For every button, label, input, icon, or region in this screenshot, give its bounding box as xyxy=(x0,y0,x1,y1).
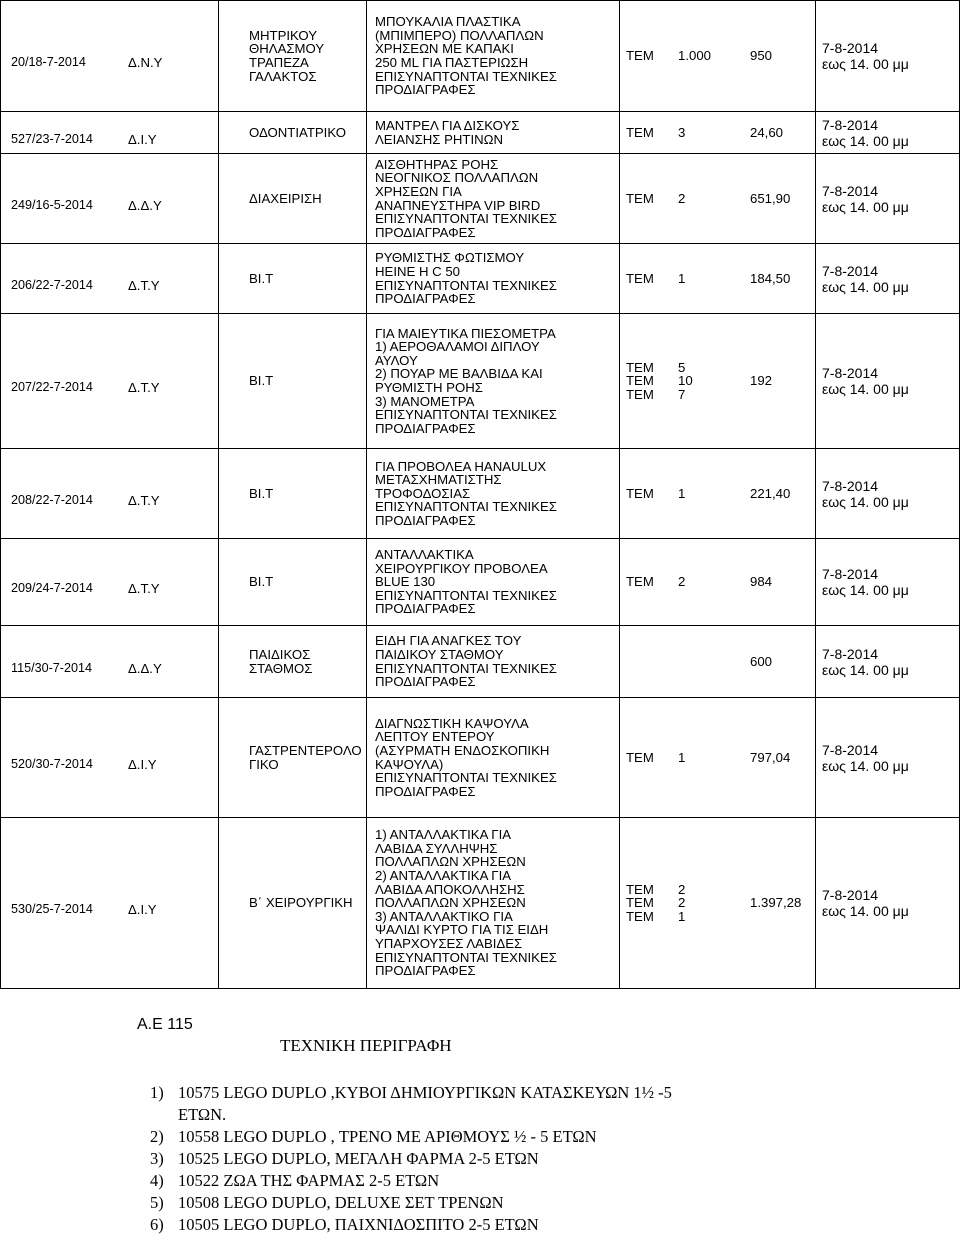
description-line: ΡΥΘΜΙΣΤΗΣ ΦΩΤΙΣΜΟΥ xyxy=(375,250,525,266)
description-line: ΜΠΟΥΚΑΛΙΑ ΠΛΑΣΤΙΚΑ xyxy=(375,14,521,30)
description-line: ΕΠΙΣΥΝΑΠΤΟΝΤΑΙ ΤΕΧΝΙΚΕΣ xyxy=(375,949,557,965)
department-code: Δ.Ι.Υ xyxy=(128,131,157,147)
clinic-cell xyxy=(219,1,367,112)
list-number: 6) xyxy=(150,1215,164,1234)
list-text: 10505 LEGO DUPLO, ΠΑΙΧΝΙΔΟΣΠΙΤΟ 2-5 ΕΤΩΝ xyxy=(178,1215,539,1234)
price-value: 651,90 xyxy=(750,190,791,206)
description-line: 250 ML ΓΙΑ ΠΑΣΤΕΡΙΩΣΗ xyxy=(375,55,529,70)
quantity-value: 10 xyxy=(678,373,693,389)
quantity-value: 1 xyxy=(678,485,686,501)
quantity-line xyxy=(626,575,750,589)
description-line: ΕΠΙΣΥΝΑΠΤΟΝΤΑΙ ΤΕΧΝΙΚΕΣ xyxy=(375,770,557,786)
clinic-line: ΓΙΚΟ xyxy=(249,756,279,772)
clinic-line: ΜΗΤΡΙΚΟΥ xyxy=(249,27,318,43)
protocol-cell xyxy=(1,698,219,818)
unit-label: ΤΕΜ xyxy=(626,574,654,590)
ae-label: Α.Ε 115 xyxy=(137,1016,193,1033)
deadline-line: 7-8-2014 xyxy=(822,40,879,56)
department-code: Δ.Ι.Υ xyxy=(128,902,157,917)
description-line: ΕΙΔΗ ΓΙΑ ΑΝΑΓΚΕΣ ΤΟΥ xyxy=(375,633,522,649)
deadline-cell xyxy=(816,1,960,112)
description-line: ΔΙΑΓΝΩΣΤΙΚΗ ΚΑΨΟΥΛΑ xyxy=(375,715,529,731)
clinic-line: ΣΤΑΘΜΟΣ xyxy=(249,660,313,676)
protocol-number: 207/22-7-2014 xyxy=(11,380,93,394)
deadline-cell xyxy=(816,698,960,818)
table-row xyxy=(1,314,960,449)
deadline-cell xyxy=(816,626,960,698)
price-value: 1.397,28 xyxy=(750,895,802,911)
protocol-cell xyxy=(1,539,219,626)
description-line: 2) ΑΝΤΑΛΛΑΚΤΙΚΑ ΓΙΑ xyxy=(375,868,512,884)
description-line: ΠΡΟΔΙΑΓΡΑΦΕΣ xyxy=(375,601,476,617)
description-line: 1) ΑΝΤΑΛΛΑΚΤΙΚΑ ΓΙΑ xyxy=(375,827,512,843)
description-line: ΕΠΙΣΥΝΑΠΤΟΝΤΑΙ ΤΕΧΝΙΚΕΣ xyxy=(375,68,557,84)
quantity-price-cell xyxy=(620,626,816,698)
clinic-line: ΟΔΟΝΤΙΑΤΡΙΚΟ xyxy=(249,124,346,140)
description-line: BLUE 130 xyxy=(375,574,436,590)
description-line: ΠΡΟΔΙΑΓΡΑΦΕΣ xyxy=(375,674,476,690)
unit-label: ΤΕΜ xyxy=(626,749,654,765)
description-line: ΝΕΟΓΝΙΚΟΣ ΠΟΛΛΑΠΛΩΝ xyxy=(375,170,539,186)
description-line: ΑΝΤΑΛΛΑΚΤΙΚΑ xyxy=(375,547,474,563)
quantity-price-cell xyxy=(620,1,816,112)
quantity-price-cell xyxy=(620,449,816,539)
price-value: 221,40 xyxy=(750,485,791,501)
description-line: ΥΠΑΡΧΟΥΣΕΣ ΛΑΒΙΔΕΣ xyxy=(375,935,523,951)
clinic-cell xyxy=(219,449,367,539)
description-line: ΠΟΛΛΑΠΛΩΝ ΧΡΗΣΕΩΝ xyxy=(375,895,526,911)
deadline-line: εως 14. 00 μμ xyxy=(822,757,909,774)
unit-label: ΤΕΜ xyxy=(626,881,654,897)
list-item xyxy=(150,1170,672,1192)
description-cell xyxy=(367,314,620,449)
quantity-value: 3 xyxy=(678,124,686,140)
list-number: 5) xyxy=(150,1193,164,1212)
quantity-value: 7 xyxy=(678,386,686,402)
clinic-cell xyxy=(219,244,367,314)
protocol-number: 20/18-7-2014 xyxy=(11,55,86,69)
description-line: (ΜΠΙΜΠΕΡΟ) ΠΟΛΛΑΠΛΩΝ xyxy=(375,27,544,43)
quantity-line xyxy=(626,487,750,501)
protocol-number: 209/24-7-2014 xyxy=(11,581,93,595)
clinic-line: Β΄ ΧΕΙΡΟΥΡΓΙΚΗ xyxy=(249,895,353,911)
deadline-line: εως 14. 00 μμ xyxy=(822,132,909,149)
list-text: 10575 LEGO DUPLO ,ΚΥΒΟΙ ΔΗΜΙΟΥΡΓΙΚΩΝ ΚΑΤΑΣΚΕΥΩΝ 1½ -5 xyxy=(178,1083,672,1102)
department-code: Δ.Τ.Υ xyxy=(128,380,160,395)
description-cell xyxy=(367,244,620,314)
deadline-line: εως 14. 00 μμ xyxy=(822,582,909,598)
unit-label: ΤΕΜ xyxy=(626,48,654,64)
quantity-price-cell xyxy=(620,154,816,244)
description-line: ΧΡΗΣΕΩΝ ΓΙΑ xyxy=(375,183,462,199)
description-line: ΛΑΒΙΔΑ ΣΥΛΛΗΨΗΣ xyxy=(375,840,498,856)
table-row xyxy=(1,626,960,698)
description-cell xyxy=(367,818,620,989)
description-line: ΤΡΟΦΟΔΟΣΙΑΣ xyxy=(375,485,471,501)
deadline-line: 7-8-2014 xyxy=(822,477,879,494)
deadline-line: εως 14. 00 μμ xyxy=(822,381,909,397)
quantity-line xyxy=(626,374,750,388)
quantity-price-cell xyxy=(620,112,816,154)
description-line: ΕΠΙΣΥΝΑΠΤΟΝΤΑΙ ΤΕΧΝΙΚΕΣ xyxy=(375,407,557,423)
description-line: ΑΝΑΠΝΕΥΣΤΗΡΑ VIP BIRD xyxy=(375,197,541,213)
quantity-line xyxy=(626,272,750,286)
protocol-number: 520/30-7-2014 xyxy=(11,756,93,771)
protocol-cell xyxy=(1,626,219,698)
quantity-line xyxy=(626,126,750,140)
description-line: ΕΠΙΣΥΝΑΠΤΟΝΤΑΙ ΤΕΧΝΙΚΕΣ xyxy=(375,211,557,227)
quantity-price-cell xyxy=(620,539,816,626)
unit-label: ΤΕΜ xyxy=(626,124,654,140)
clinic-line: ΓΑΣΤΡΕΝΤΕΡΟΛΟ xyxy=(249,742,362,758)
department-code: Δ.Δ.Υ xyxy=(128,660,162,676)
description-cell xyxy=(367,698,620,818)
description-line: ΓΙΑ ΜΑΙΕΥΤΙΚΑ ΠΙΕΣΟΜΕΤΡΑ xyxy=(375,325,556,341)
description-line: ΠΡΟΔΙΑΓΡΑΦΕΣ xyxy=(375,420,476,436)
protocol-cell xyxy=(1,314,219,449)
clinic-cell xyxy=(219,626,367,698)
quantity-value: 1 xyxy=(678,908,686,924)
protocol-number: 249/16-5-2014 xyxy=(11,197,93,212)
unit-label: ΤΕΜ xyxy=(626,359,654,375)
description-line: ΠΡΟΔΙΑΓΡΑΦΕΣ xyxy=(375,224,476,240)
price-value: 797,04 xyxy=(750,749,791,765)
deadline-line: εως 14. 00 μμ xyxy=(822,493,909,510)
table-row xyxy=(1,539,960,626)
clinic-cell xyxy=(219,818,367,989)
price-value: 192 xyxy=(750,373,773,389)
price-value: 984 xyxy=(750,574,773,590)
deadline-line: 7-8-2014 xyxy=(822,741,879,758)
quantity-line xyxy=(626,361,750,375)
description-line: ΕΠΙΣΥΝΑΠΤΟΝΤΑΙ ΤΕΧΝΙΚΕΣ xyxy=(375,499,557,515)
quantity-line xyxy=(626,388,750,402)
description-line: ΠΟΛΛΑΠΛΩΝ ΧΡΗΣΕΩΝ xyxy=(375,854,526,870)
price-value: 24,60 xyxy=(750,124,784,140)
description-line: (ΑΣΥΡΜΑΤΗ ΕΝΔΟΣΚΟΠΙΚΗ xyxy=(375,742,550,758)
table-row xyxy=(1,818,960,989)
description-line: ΕΠΙΣΥΝΑΠΤΟΝΤΑΙ ΤΕΧΝΙΚΕΣ xyxy=(375,587,557,603)
clinic-cell xyxy=(219,698,367,818)
clinic-cell xyxy=(219,314,367,449)
clinic-cell xyxy=(219,154,367,244)
unit-label: ΤΕΜ xyxy=(626,895,654,911)
department-code: Δ.Τ.Υ xyxy=(128,581,160,596)
list-item xyxy=(150,1192,672,1214)
quantity-price-cell xyxy=(620,314,816,449)
clinic-line: ΤΡΑΠΕΖΑ xyxy=(249,55,309,70)
list-number: 1) xyxy=(150,1083,164,1102)
deadline-line: εως 14. 00 μμ xyxy=(822,278,909,295)
list-text: 10508 LEGO DUPLO, DELUXE ΣΕΤ ΤΡΕΝΩΝ xyxy=(178,1193,504,1212)
deadline-line: 7-8-2014 xyxy=(822,262,879,279)
deadline-line: 7-8-2014 xyxy=(822,887,879,903)
department-code: Δ.Ν.Υ xyxy=(128,55,163,70)
description-cell xyxy=(367,1,620,112)
description-line: ΛΑΒΙΔΑ ΑΠΟΚΟΛΛΗΣΗΣ xyxy=(375,881,525,897)
description-line: ΑΥΛΟΥ xyxy=(375,352,418,368)
clinic-cell xyxy=(219,539,367,626)
quantity-value: 1.000 xyxy=(678,48,712,64)
deadline-cell xyxy=(816,112,960,154)
quantity-line xyxy=(626,751,750,765)
table-row xyxy=(1,154,960,244)
description-line: ΓΙΑ ΠΡΟΒΟΛΕΑ HANAULUX xyxy=(375,458,547,474)
unit-label: ΤΕΜ xyxy=(626,190,654,206)
description-cell xyxy=(367,539,620,626)
department-code: Δ.Ι.Υ xyxy=(128,756,157,772)
list-text: ΕΤΩΝ. xyxy=(178,1105,227,1124)
unit-label: ΤΕΜ xyxy=(626,485,654,501)
clinic-line: ΠΑΙΔΙΚΟΣ xyxy=(249,646,311,662)
description-line: ΠΡΟΔΙΑΓΡΑΦΕΣ xyxy=(375,82,476,98)
deadline-line: εως 14. 00 μμ xyxy=(822,661,909,678)
description-line: 3) ΑΝΤΑΛΛΑΚΤΙΚΟ ΓΙΑ xyxy=(375,908,513,924)
table-row xyxy=(1,1,960,112)
table-row xyxy=(1,112,960,154)
unit-label: ΤΕΜ xyxy=(626,908,654,924)
description-line: ΜΕΤΑΣΧΗΜΑΤΙΣΤΗΣ xyxy=(375,472,502,488)
clinic-line: ΒΙ.Τ xyxy=(249,270,274,286)
description-line: 3) ΜΑΝΟΜΕΤΡΑ xyxy=(375,393,475,409)
clinic-line: ΒΙ.Τ xyxy=(249,485,274,501)
description-line: 1) ΑΕΡΟΘΑΛΑΜΟΙ ΔΙΠΛΟΥ xyxy=(375,339,540,355)
table-row xyxy=(1,449,960,539)
list-text: 10558 LEGO DUPLO , ΤΡΕΝΟ ΜΕ ΑΡΙΘΜΟΥΣ ½ - 5 ΕΤΩΝ xyxy=(178,1127,597,1146)
deadline-cell xyxy=(816,818,960,989)
protocol-number: 206/22-7-2014 xyxy=(11,277,93,292)
deadline-line: εως 14. 00 μμ xyxy=(822,903,909,919)
deadline-cell xyxy=(816,449,960,539)
table-row xyxy=(1,698,960,818)
quantity-value: 1 xyxy=(678,749,686,765)
clinic-line: ΔΙΑΧΕΙΡΙΣΗ xyxy=(249,190,322,206)
price-value: 600 xyxy=(750,653,773,669)
protocol-number: 527/23-7-2014 xyxy=(11,131,93,146)
description-line: ΨΑΛΙΔΙ ΚΥΡΤΟ ΓΙΑ ΤΙΣ ΕΙΔΗ xyxy=(375,922,549,938)
description-line: ΚΑΨΟΥΛΑ) xyxy=(375,756,444,772)
clinic-line: ΘΗΛΑΣΜΟΥ xyxy=(249,41,325,57)
description-line: 2) ΠΟΥΑΡ ΜΕ ΒΑΛΒΙΔΑ ΚΑΙ xyxy=(375,366,543,382)
quantity-value: 2 xyxy=(678,190,686,206)
description-line: ΧΡΗΣΕΩΝ ΜΕ ΚΑΠΑΚΙ xyxy=(375,41,514,57)
quantity-price-cell xyxy=(620,698,816,818)
clinic-line: ΒΙ.Τ xyxy=(249,373,274,389)
deadline-cell xyxy=(816,244,960,314)
price-value: 184,50 xyxy=(750,270,791,286)
description-line: ΡΥΘΜΙΣΤΗ ΡΟΗΣ xyxy=(375,380,483,395)
protocol-cell xyxy=(1,244,219,314)
price-value: 950 xyxy=(750,48,773,64)
protocol-cell xyxy=(1,818,219,989)
technical-description-list xyxy=(150,1082,672,1236)
deadline-cell xyxy=(816,314,960,449)
description-line: ΠΡΟΔΙΑΓΡΑΦΕΣ xyxy=(375,963,476,979)
protocol-number: 208/22-7-2014 xyxy=(11,492,93,507)
quantity-price-cell xyxy=(620,244,816,314)
department-code: Δ.Τ.Υ xyxy=(128,277,160,293)
list-item xyxy=(150,1148,672,1170)
deadline-cell xyxy=(816,539,960,626)
deadline-cell xyxy=(816,154,960,244)
clinic-line: ΓΑΛΑΚΤΟΣ xyxy=(249,68,317,84)
list-number: 2) xyxy=(150,1127,164,1146)
description-cell xyxy=(367,449,620,539)
quantity-line xyxy=(626,192,750,206)
list-item xyxy=(150,1082,672,1126)
technical-description-title: ΤΕΧΝΙΚΗ ΠΕΡΙΓΡΑΦΗ xyxy=(280,1036,452,1055)
description-line: ΜΑΝΤΡΕΛ ΓΙΑ ΔΙΣΚΟΥΣ xyxy=(375,117,520,133)
deadline-line: εως 14. 00 μμ xyxy=(822,56,909,72)
deadline-line: εως 14. 00 μμ xyxy=(822,198,909,215)
deadline-line: 7-8-2014 xyxy=(822,566,879,582)
description-line: HEINE H C 50 xyxy=(375,263,461,279)
deadline-line: 7-8-2014 xyxy=(822,116,879,133)
department-code: Δ.Δ.Υ xyxy=(128,197,162,213)
quantity-value: 2 xyxy=(678,895,686,911)
unit-label: ΤΕΜ xyxy=(626,373,654,389)
list-number: 4) xyxy=(150,1171,164,1190)
quantity-value: 5 xyxy=(678,359,686,375)
description-line: ΛΕΙΑΝΣΗΣ ΡΗΤΙΝΩΝ xyxy=(375,131,504,147)
table-row xyxy=(1,244,960,314)
quantity-value: 1 xyxy=(678,270,686,286)
quantity-line xyxy=(626,896,750,910)
description-line: ΕΠΙΣΥΝΑΠΤΟΝΤΑΙ ΤΕΧΝΙΚΕΣ xyxy=(375,277,557,293)
description-cell xyxy=(367,154,620,244)
list-item xyxy=(150,1214,672,1236)
department-code: Δ.Τ.Υ xyxy=(128,492,160,508)
description-cell xyxy=(367,626,620,698)
protocol-cell xyxy=(1,449,219,539)
deadline-line: 7-8-2014 xyxy=(822,365,879,381)
list-text: 10522 ΖΩΑ ΤΗΣ ΦΑΡΜΑΣ 2-5 ΕΤΩΝ xyxy=(178,1171,440,1190)
unit-label: ΤΕΜ xyxy=(626,270,654,286)
quantity-line xyxy=(626,49,750,63)
description-line: ΕΠΙΣΥΝΑΠΤΟΝΤΑΙ ΤΕΧΝΙΚΕΣ xyxy=(375,660,557,676)
deadline-line: 7-8-2014 xyxy=(822,645,879,662)
protocol-number: 530/25-7-2014 xyxy=(11,902,93,916)
protocol-number: 115/30-7-2014 xyxy=(11,660,92,675)
description-line: ΧΕΙΡΟΥΡΓΙΚΟΥ ΠΡΟΒΟΛΕΑ xyxy=(375,560,548,576)
description-line: ΠΡΟΔΙΑΓΡΑΦΕΣ xyxy=(375,783,476,799)
description-cell xyxy=(367,112,620,154)
description-line: ΠΡΟΔΙΑΓΡΑΦΕΣ xyxy=(375,512,476,528)
quantity-line xyxy=(626,910,750,924)
description-line: ΑΙΣΘΗΤΗΡΑΣ ΡΟΗΣ xyxy=(375,156,499,172)
description-line: ΛΕΠΤΟΥ ΕΝΤΕΡΟΥ xyxy=(375,729,495,745)
quantity-line xyxy=(626,883,750,897)
protocol-cell xyxy=(1,154,219,244)
list-number: 3) xyxy=(150,1149,164,1168)
clinic-line: ΒΙ.Τ xyxy=(249,574,274,590)
clinic-cell xyxy=(219,112,367,154)
quantity-value: 2 xyxy=(678,574,686,590)
list-item xyxy=(150,1126,672,1148)
list-text: 10525 LEGO DUPLO, ΜΕΓΑΛΗ ΦΑΡΜΑ 2-5 ΕΤΩΝ xyxy=(178,1149,539,1168)
description-line: ΠΑΙΔΙΚΟΥ ΣΤΑΘΜΟΥ xyxy=(375,646,504,662)
quantity-price-cell xyxy=(620,818,816,989)
description-line: ΠΡΟΔΙΑΓΡΑΦΕΣ xyxy=(375,291,476,307)
quantity-value: 2 xyxy=(678,881,686,897)
deadline-line: 7-8-2014 xyxy=(822,182,879,199)
protocol-cell xyxy=(1,112,219,154)
protocol-cell xyxy=(1,1,219,112)
unit-label: ΤΕΜ xyxy=(626,386,654,402)
